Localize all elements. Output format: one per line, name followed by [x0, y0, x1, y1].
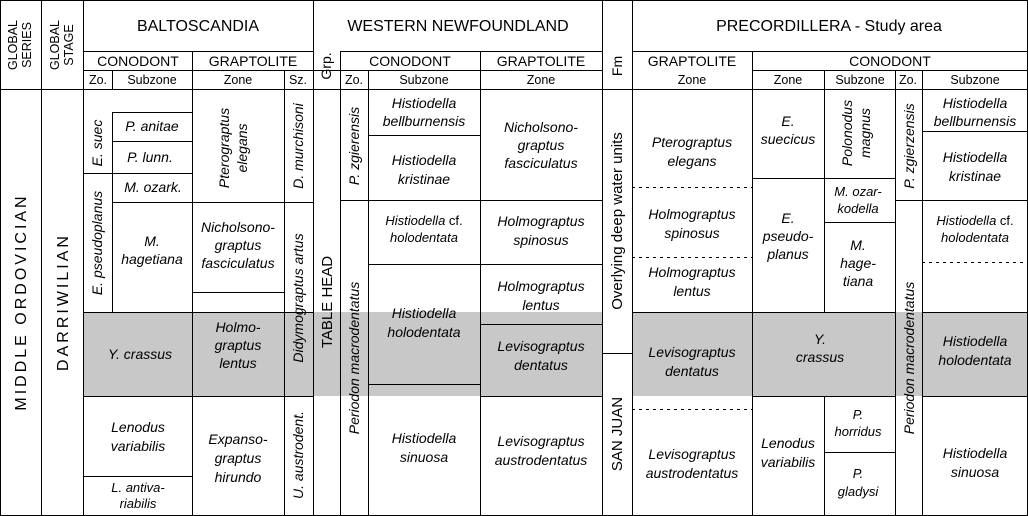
wnf-grapt-lentus: Holmograptus lentus [497, 278, 585, 313]
prec-zone-header: Zone [773, 73, 803, 87]
fm-san-juan: SAN JUAN [609, 396, 626, 472]
prec-grapt-dentatus: Levisograptus dentatus [648, 344, 736, 379]
baltoscandia-body [89, 102, 306, 511]
wnf-grapt-spinosus: Holmograptus spinosus [497, 213, 585, 248]
prec-grapt-austrodentatus: Levisograptus austrodentatus [645, 446, 739, 481]
balto-subzone-m-hagetiana: M. hagetiana [121, 233, 183, 267]
wnf-grapt-dentatus: Levisograptus dentatus [497, 338, 585, 373]
prec-zone-lenodus-variabilis: Lenodus variabilis [760, 435, 816, 470]
balto-zone-header: Zone [223, 73, 253, 87]
fm-overlying-deep-water: Overlying deep water units [609, 132, 626, 310]
balto-subzone-p-lunn: P. lunn. [127, 149, 173, 165]
prec-sub-m-ozarkodella: M. ozar-kodella [834, 184, 882, 216]
wnf-sub-bellburnensis: Histiodella bellburnensis [382, 95, 466, 129]
balto-zone-lenodus-variabilis: Lenodus variabilis [110, 419, 166, 454]
prec-sub-bellburnensis: Histiodella bellburnensis [933, 95, 1017, 129]
global-stage-label-2: STAGE [62, 24, 76, 66]
global-series-label-1: GLOBAL [6, 19, 20, 71]
header-labels [6, 18, 1000, 87]
prec-grapt-lentus: Holmograptus lentus [648, 264, 736, 299]
prec-sub-cf-holodentata: Histiodella cf. holodentata [936, 213, 1014, 245]
prec-grapt-spinosus: Holmograptus spinosus [648, 206, 736, 241]
fm-header: Fm [609, 55, 625, 77]
wnf-group-table-head: TABLE HEAD [319, 255, 336, 349]
wnf-sub-holodentata: Histiodella holodentata [387, 305, 461, 340]
wnf-zo-header: Zo. [344, 73, 364, 87]
balto-grapt-holmograptus-lentus: Holmo-graptus lentus [214, 319, 262, 371]
prec-sub-polonodus-magnus: Polonodus magnus [839, 99, 873, 167]
prec-graptolite-zone-header: Zone [677, 73, 707, 87]
prec-zo-p-zgierzensis: P. zgierzensis [901, 103, 917, 189]
prec-sub-kristinae: Histiodella kristinae [942, 149, 1008, 184]
prec-conodont-header: CONODONT [849, 53, 931, 69]
wnf-sub-cf-holodentata: Histiodella cf. holodentata [385, 213, 463, 245]
wnf-grapt-austrodentatus: Levisograptus austrodentatus [494, 433, 588, 468]
balto-grapt-pterograptus-elegans: Pterograptus elegans [216, 107, 250, 189]
balto-subzone-header: Subzone [127, 73, 177, 87]
balto-sz-u-austrodent: U. austrodent. [290, 411, 306, 499]
balto-zone-e-suec: E. suec [89, 119, 105, 167]
western-newfoundland-body [319, 95, 587, 468]
prec-sub-p-horridus: P. horridus [834, 407, 882, 439]
wnf-subzone-header: Subzone [399, 73, 449, 87]
global-series-label-2: SERIES [20, 22, 34, 68]
prec-zone-e-pseudoplanus: E. pseudo-planus [762, 210, 814, 262]
balto-zo-header: Zo. [88, 73, 108, 87]
wnf-sub-kristinae: Histiodella kristinae [391, 152, 457, 187]
prec-subzone-header: Subzone [835, 73, 885, 87]
prec-sub-p-gladysi: P. gladysi [837, 466, 879, 499]
prec-subzone-right-header: Subzone [950, 73, 1000, 87]
prec-zo-header: Zo. [898, 73, 918, 87]
prec-sub-holodentata: Histiodella holodentata [938, 333, 1012, 368]
balto-zone-y-crassus: Y. crassus [107, 346, 173, 362]
global-stage-label-1: GLOBAL [48, 19, 62, 71]
baltoscandia-title: BALTOSCANDIA [136, 18, 260, 35]
grp-header: Grp. [318, 52, 334, 80]
wnf-zo-p-zgierensis: P. zgierensis [346, 106, 362, 186]
balto-graptolite-header: GRAPTOLITE [208, 53, 298, 69]
prec-zone-y-crassus: Y. crassus [795, 331, 845, 365]
balto-sz-d-murchisoni: D. murchisoni [290, 103, 306, 189]
balto-subzone-m-ozark: M. ozark. [124, 179, 182, 195]
prec-sub-sinuosa: Histiodella sinuosa [942, 445, 1008, 480]
wnf-zone-header: Zone [526, 73, 556, 87]
wnf-zo-periodon-macrodentatus: Periodon macrodentatus [346, 281, 362, 435]
prec-sub-m-hagetiana: M. hage-tiana [840, 237, 876, 289]
balto-subzone-l-antivariabilis: L. antiva-riabilis [111, 480, 165, 511]
balto-grapt-expansograptus-hirundo: Expanso-graptus hirundo [208, 431, 268, 485]
wnf-sub-sinuosa: Histiodella sinuosa [391, 430, 457, 465]
wnf-grapt-nicholsonograptus: Nicholsono-graptus fasciculatus [504, 119, 578, 171]
global-series-value: MIDDLE ORDOVICIAN [13, 193, 30, 411]
balto-sz-didymograptus-artus: Didymograptus artus [290, 233, 306, 363]
balto-conodont-header: CONODONT [97, 53, 179, 69]
global-stage-value: DARRIWILIAN [55, 233, 72, 371]
balto-sz-header: Sz. [288, 73, 308, 87]
western-newfoundland-title: WESTERN NEWFOUNDLAND [347, 18, 569, 35]
balto-zone-e-pseudoplanus: E. pseudoplanus [89, 190, 105, 296]
prec-graptolite-header: GRAPTOLITE [647, 53, 737, 69]
precordillera-body [646, 95, 1017, 499]
prec-zone-e-suecicus: E. suecicus [760, 113, 816, 147]
precordillera-title: PRECORDILLERA - Study area [716, 18, 942, 35]
balto-grapt-nicholsonograptus: Nicholsono-graptus fasciculatus [201, 219, 275, 271]
wnf-conodont-header: CONODONT [369, 53, 451, 69]
prec-grapt-pterograptus-elegans: Pterograptus elegans [651, 134, 733, 169]
wnf-graptolite-header: GRAPTOLITE [496, 53, 586, 69]
prec-zo-periodon-macrodentatus: Periodon macrodentatus [901, 281, 917, 435]
balto-subzone-p-anitae: P. anitae [125, 118, 179, 134]
